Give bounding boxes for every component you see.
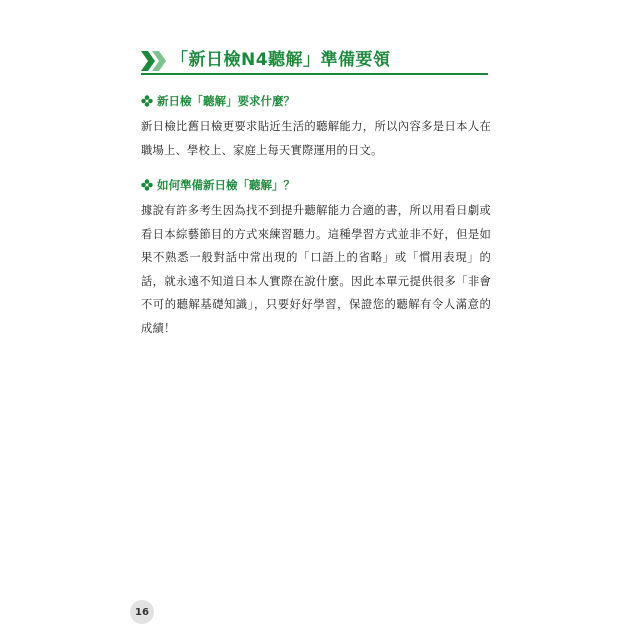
page-title: 「新日檢N4聽解」準備要領	[171, 50, 391, 70]
double-chevron-right-icon	[141, 51, 169, 71]
section-heading	[141, 92, 501, 110]
green-flower-icon	[141, 179, 153, 191]
section-heading-text: 如何準備新日檢「聽解」？	[157, 178, 295, 192]
title-underline	[141, 73, 488, 75]
green-flower-icon	[141, 95, 153, 107]
section-heading	[141, 176, 501, 194]
section-preparation	[141, 176, 501, 340]
section-title-block	[141, 48, 488, 76]
section-heading-text: 新日檢「聽解」要求什麼？	[157, 94, 295, 108]
page-number-badge: 16	[130, 600, 154, 624]
section-paragraph: 新日檢比舊日檢更要求貼近生活的聽解能力，所以內容多是日本人在職場上、學校上、家庭上每天實際運用的日文。	[141, 120, 491, 157]
section-paragraph: 據說有許多考生因為找不到提升聽解能力合適的書，所以用看日劇或看日本綜藝節目的方式來練習聽力。這種學習方式並非不好，但是如果不熟悉一般對話中常出現的「口語上的省略」或「慣用表現」的話，就永遠不知道日本人實際在說什麼。因此本單元提供很多「非會不可的聽解基礎知識」，只要好好學習，保證您的聽解有令人滿意的成績！	[141, 204, 491, 335]
section-requirements	[141, 92, 501, 162]
